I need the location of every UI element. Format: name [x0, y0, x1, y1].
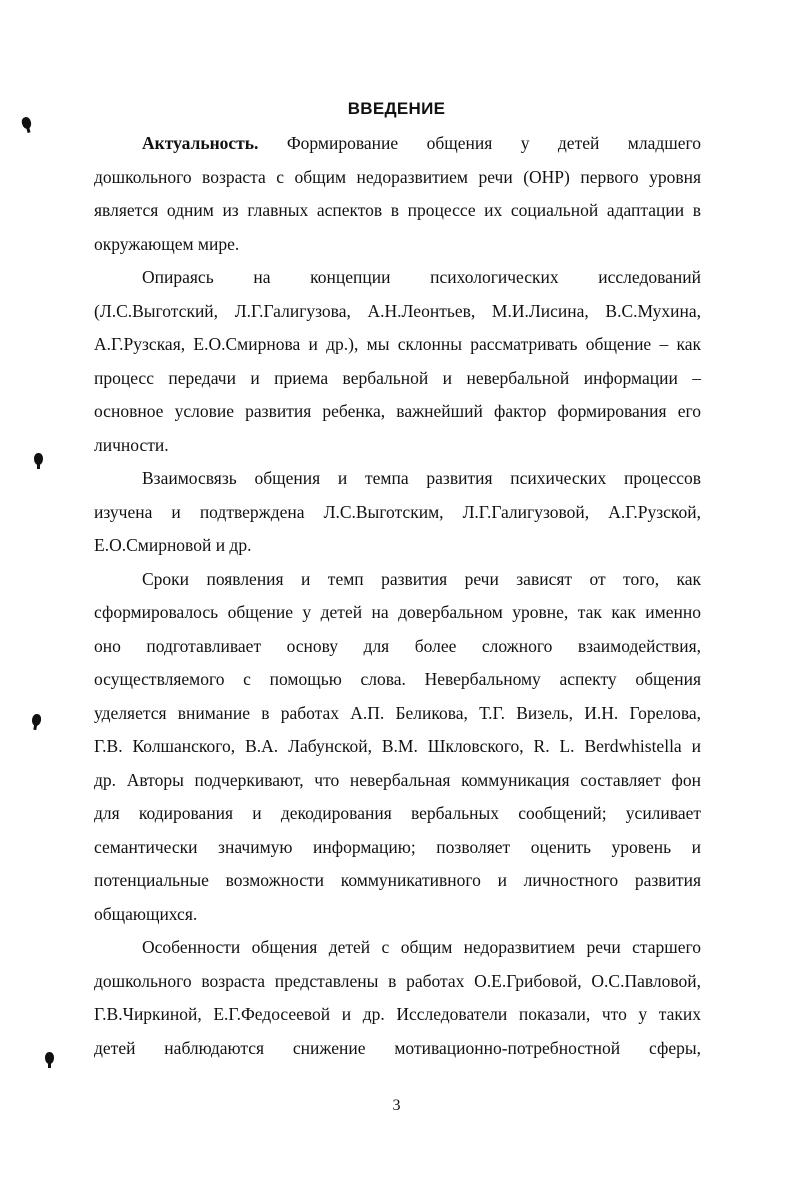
text-line: является одним из главных аспектов в процессе их социальной адаптации в: [94, 200, 701, 220]
text-line: осуществляемого с помощью слова. Невербальному аспекту общения: [94, 669, 701, 689]
text-line: Сроки появления и темп развития речи зависят от того, как: [142, 568, 701, 589]
paragraph: [94, 261, 701, 462]
margin-ink-mark: [31, 713, 42, 726]
text-line: детей наблюдаются снижение мотивационно-потребностной сферы,: [94, 1037, 701, 1058]
body-text: [94, 127, 701, 1065]
paragraph: [94, 127, 701, 261]
text-line: Опираясь на концепции психологических исследований: [142, 267, 701, 287]
paragraph: [94, 563, 701, 932]
text-line: Е.О.Смирновой и др.: [94, 535, 252, 555]
text-line: дошкольного возраста с общим недоразвитием речи (ОНР) первого уровня: [94, 166, 701, 187]
text-line: сформировалось общение у детей на довербальном уровне, так как именно: [94, 602, 701, 622]
text-line: основное условие развития ребенка, важнейший фактор формирования его: [94, 401, 701, 421]
page-number: 3: [392, 1097, 401, 1114]
text-line: для кодирования и декодирования вербальных сообщений; усиливает: [94, 803, 701, 823]
text-line: Г.В.Чиркиной, Е.Г.Федосеевой и др. Исследователи показали, что у таких: [94, 1004, 701, 1024]
text-line: Особенности общения детей с общим недоразвитием речи старшего: [142, 937, 701, 957]
paragraph: [94, 462, 701, 563]
text-line: А.Г.Рузская, Е.О.Смирнова и др.), мы склонны рассматривать общение – как: [94, 334, 701, 354]
text-line: изучена и подтверждена Л.С.Выготским, Л.Г.Галигузовой, А.Г.Рузской,: [94, 501, 701, 522]
text-line: (Л.С.Выготский, Л.Г.Галигузова, А.Н.Леонтьев, М.И.Лисина, В.С.Мухина,: [94, 300, 701, 321]
text-line: семантически значимую информацию; позволяет оценить уровень и: [94, 836, 701, 857]
text-line: уделяется внимание в работах А.П. Беликова, Т.Г. Визель, И.Н. Горелова,: [94, 702, 701, 723]
margin-ink-mark: [34, 453, 43, 465]
paragraph-lead: Актуальность.: [142, 133, 259, 153]
margin-ink-mark: [45, 1052, 54, 1064]
text-line: оно подготавливает основу для более сложного взаимодействия,: [94, 635, 701, 656]
text-line: процесс передачи и приема вербальной и невербальной информации –: [94, 367, 701, 388]
text-line: Г.В. Колшанского, В.А. Лабунской, В.М. Шкловского, R. L. Berdwhistella и: [94, 736, 701, 756]
text-line: общающихся.: [94, 903, 198, 924]
paragraph: [94, 931, 701, 1065]
text-line: личности.: [94, 434, 169, 455]
section-heading: ВВЕДЕНИЕ: [347, 99, 446, 118]
text-line: дошкольного возраста представлены в работах О.Е.Грибовой, О.С.Павловой,: [94, 970, 701, 991]
text-line: др. Авторы подчеркивают, что невербальная коммуникация составляет фон: [94, 769, 701, 790]
text-line: окружающем мире.: [94, 233, 240, 254]
text-line: Взаимосвязь общения и темпа развития психических процессов: [142, 468, 701, 488]
text-line: потенциальные возможности коммуникативного и личностного развития: [94, 870, 701, 890]
text-line: Актуальность. Формирование общения у детей младшего: [142, 133, 701, 153]
